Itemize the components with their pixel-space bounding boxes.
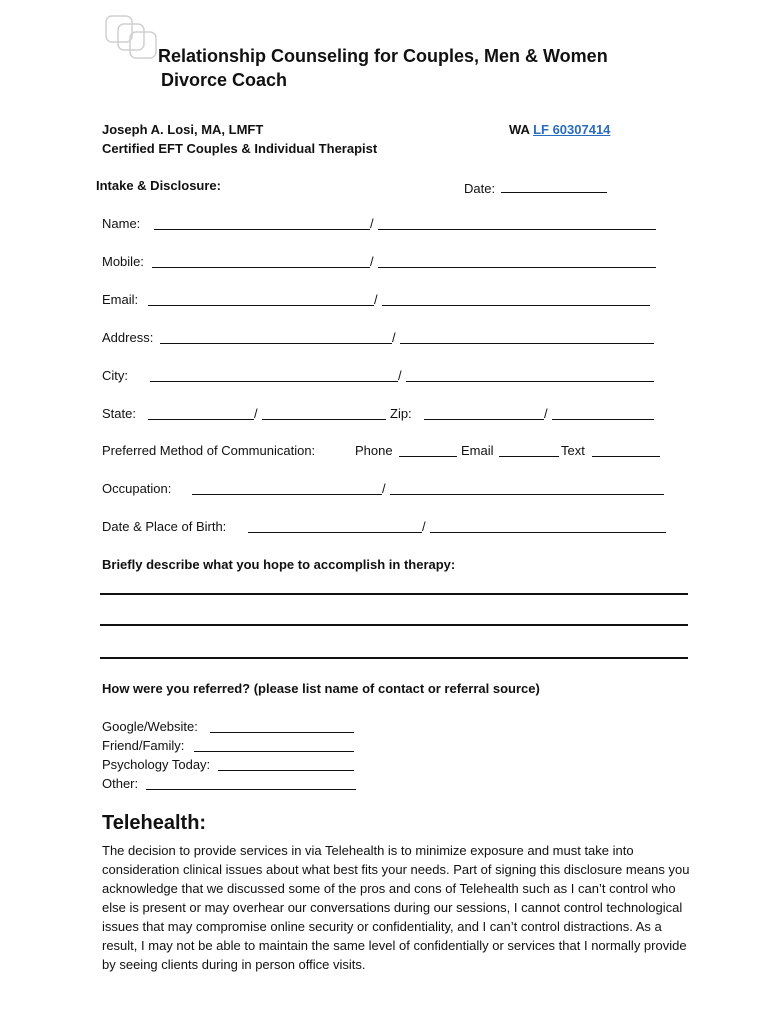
therapist-credential: Certified EFT Couples & Individual Therapist (102, 141, 378, 156)
occupation-label: Occupation: (102, 481, 172, 496)
date-label: Date: (464, 181, 496, 196)
city-input-2[interactable] (406, 367, 654, 382)
comm-phone-input[interactable] (399, 442, 457, 457)
name-row (102, 215, 662, 233)
name-input-2[interactable] (378, 215, 656, 230)
referral-prompt: How were you referred? (please list name of contact or referral source) (102, 681, 540, 696)
mobile-row (102, 253, 662, 271)
date-input-line[interactable] (501, 178, 607, 193)
referral-friend-input[interactable] (194, 737, 354, 752)
address-row (102, 329, 662, 347)
zip-input-1[interactable] (424, 405, 544, 420)
communication-label: Preferred Method of Communication: (102, 443, 316, 458)
referral-other-row (102, 775, 362, 793)
license-prefix: WA (509, 122, 534, 137)
zip-input-2[interactable] (552, 405, 654, 420)
communication-row (102, 442, 662, 460)
goals-line-2[interactable] (100, 624, 688, 626)
email-label: Email: (102, 292, 139, 307)
comm-email-label: Email (461, 443, 494, 458)
city-input-1[interactable] (150, 367, 398, 382)
mobile-input-1[interactable] (152, 253, 370, 268)
birth-row (102, 518, 670, 536)
slash: / (370, 216, 374, 231)
birth-input-1[interactable] (248, 518, 422, 533)
logo-icon (104, 14, 160, 64)
slash: / (382, 481, 386, 496)
occupation-input-2[interactable] (390, 480, 664, 495)
referral-google-label: Google/Website: (102, 719, 198, 734)
zip-label: Zip: (390, 406, 412, 421)
referral-google-row (102, 718, 362, 736)
comm-text-input[interactable] (592, 442, 660, 457)
state-input-2[interactable] (262, 405, 386, 420)
city-label: City: (102, 368, 128, 383)
title-line-2: Divorce Coach (161, 70, 288, 90)
slash: / (374, 292, 378, 307)
comm-phone-label: Phone (355, 443, 393, 458)
page-title (158, 44, 608, 92)
state-input-1[interactable] (148, 405, 254, 420)
mobile-label: Mobile: (102, 254, 144, 269)
referral-friend-label: Friend/Family: (102, 738, 185, 753)
name-label: Name: (102, 216, 141, 231)
state-zip-row (102, 405, 662, 423)
birth-input-2[interactable] (430, 518, 666, 533)
slash: / (254, 406, 258, 421)
referral-friend-row (102, 737, 362, 755)
goals-line-1[interactable] (100, 593, 688, 595)
license-number-link[interactable]: LF 60307414 (533, 122, 611, 137)
referral-psych-input[interactable] (218, 756, 354, 771)
goals-prompt: Briefly describe what you hope to accomplish in therapy: (102, 557, 456, 572)
birth-label: Date & Place of Birth: (102, 519, 227, 534)
address-input-1[interactable] (160, 329, 392, 344)
comm-email-input[interactable] (499, 442, 559, 457)
referral-google-input[interactable] (210, 718, 354, 733)
comm-text-label: Text (561, 443, 585, 458)
referral-other-input[interactable] (146, 775, 356, 790)
email-input-2[interactable] (382, 291, 650, 306)
goals-line-3[interactable] (100, 657, 688, 659)
telehealth-body: The decision to provide services in via Telehealth is to minimize exposure and must take into consideration clinical issues about what best fits your needs. Part of signing this disclosure means you acknowledge that we discussed some of the pros and cons of Telehealth such as I can’t control who else is present or may overhear our conversations during our sessions, I cannot control technological issues that may compromise online security or confidentiality, and I can’t control distractions. As a result, I may not be able to maintain the same level of confidentially or services that I normally provide by seeing clients during in person office visits. (102, 843, 690, 972)
occupation-row (102, 480, 668, 498)
date-field (464, 178, 607, 196)
title-line-1: Relationship Counseling for Couples, Men & Women (158, 46, 608, 66)
email-input-1[interactable] (148, 291, 374, 306)
name-input-1[interactable] (154, 215, 370, 230)
city-row (102, 367, 662, 385)
state-label: State: (102, 406, 136, 421)
address-input-2[interactable] (400, 329, 654, 344)
mobile-input-2[interactable] (378, 253, 656, 268)
address-label: Address: (102, 330, 154, 345)
slash: / (370, 254, 374, 269)
slash: / (422, 519, 426, 534)
referral-psych-label: Psychology Today: (102, 757, 211, 772)
telehealth-heading: Telehealth: (102, 812, 207, 834)
license-info (509, 122, 610, 137)
occupation-input-1[interactable] (192, 480, 382, 495)
slash: / (398, 368, 402, 383)
referral-psych-row (102, 756, 362, 774)
email-row (102, 291, 662, 309)
slash: / (544, 406, 548, 421)
intake-label: Intake & Disclosure: (96, 178, 221, 193)
referral-other-label: Other: (102, 776, 139, 791)
therapist-name: Joseph A. Losi, MA, LMFT (102, 122, 264, 137)
slash: / (392, 330, 396, 345)
